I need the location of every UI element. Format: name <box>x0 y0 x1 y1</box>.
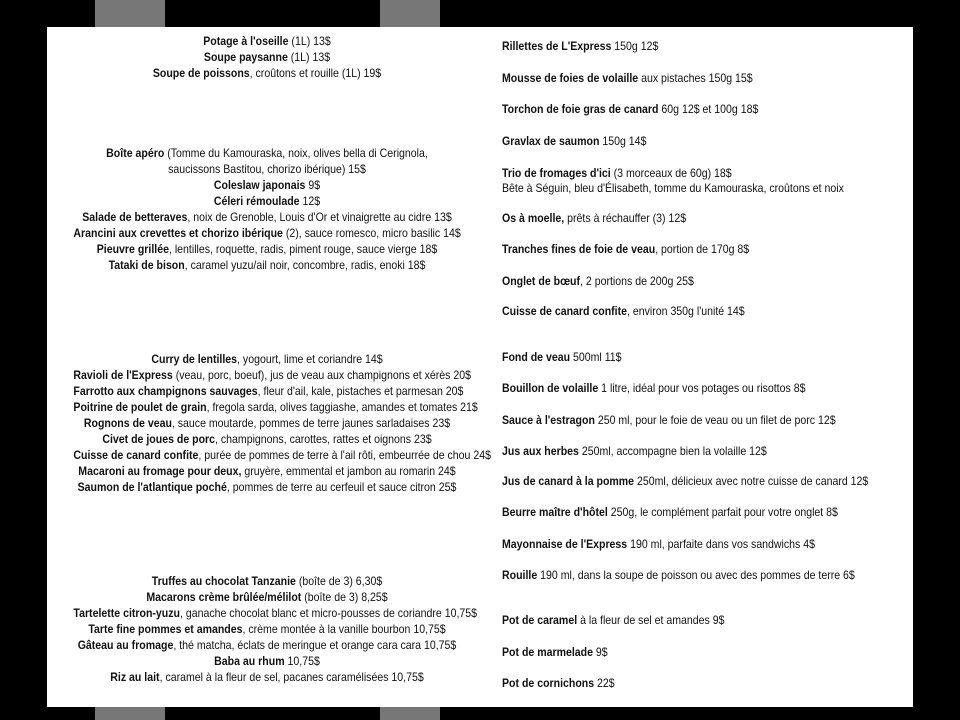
menu-item: Saumon de l'atlantique poché, pommes de terre au cerfeuil et sauce citron 25$ <box>77 480 457 494</box>
menu-item: Curry de lentilles, yogourt, lime et coriandre 14$ <box>151 352 383 366</box>
menu-item: Boîte apéro (Tomme du Kamouraska, noix, olives bella di Cerignola, <box>106 146 428 160</box>
menu-item: Cuisse de canard confite, purée de pommes de terre à l'ail rôti, embeurrée de chou 24$ <box>73 448 491 462</box>
menu-item: Baba au rhum 10,75$ <box>214 654 320 668</box>
menu-item: Riz au lait, caramel à la fleur de sel, pacanes caramélisées 10,75$ <box>110 670 424 684</box>
menu-item: Rognons de veau, sauce moutarde, pommes de terre jaunes sarladaises 23$ <box>83 416 451 430</box>
menu-item: Gâteau au fromage, thé matcha, éclats de meringue et orange cara cara 10,75$ <box>77 638 457 652</box>
menu-item: Pot de caramel à la fleur de sel et amandes 9$ <box>502 613 725 627</box>
menu-item: Poitrine de poulet de grain, fregola sarda, olives taggiashe, amandes et tomates 21$ <box>73 400 478 414</box>
menu-item: Fond de veau 500ml 11$ <box>502 350 622 364</box>
menu-item: Torchon de foie gras de canard 60g 12$ et 100g 18$ <box>502 102 759 116</box>
background-stripe <box>95 0 165 27</box>
menu-item: Mousse de foies de volaille aux pistaches 150g 15$ <box>502 71 753 85</box>
background-stripe <box>95 707 165 720</box>
menu-item-continuation: Bête à Séguin, bleu d'Élisabeth, tomme du Kamouraska, croûtons et noix <box>502 181 844 195</box>
menu-item: Sauce à l'estragon 250 ml, pour le foie de veau ou un filet de porc 12$ <box>502 413 836 427</box>
menu-item: Bouillon de volaille 1 litre, idéal pour vos potages ou risottos 8$ <box>502 381 806 395</box>
menu-item: Soupe de poissons, croûtons et rouille (1L) 19$ <box>152 66 382 80</box>
menu-item: Macarons crème brûlée/mélilot (boîte de 3) 8,25$ <box>146 590 388 604</box>
background-stripe <box>380 707 440 720</box>
menu-item: Mayonnaise de l'Express 190 ml, parfaite dans vos sandwichs 4$ <box>502 537 816 551</box>
background-stripe <box>380 0 440 27</box>
menu-item: Cuisse de canard confite, environ 350g l'unité 14$ <box>502 304 745 318</box>
menu-item: Trio de fromages d'ici (3 morceaux de 60g) 18$ <box>502 166 732 180</box>
menu-item: Gravlax de saumon 150g 14$ <box>502 134 647 148</box>
menu-item: Potage à l'oseille (1L) 13$ <box>203 34 331 48</box>
menu-item: Farrotto aux champignons sauvages, fleur d'ail, kale, pistaches et parmesan 20$ <box>73 384 464 398</box>
menu-item: Jus aux herbes 250ml, accompagne bien la volaille 12$ <box>502 444 767 458</box>
menu-item: Os à moelle, prêts à réchauffer (3) 12$ <box>502 211 687 225</box>
menu-item: Céleri rémoulade 12$ <box>213 194 321 208</box>
menu-item: Civet de joues de porc, champignons, carottes, rattes et oignons 23$ <box>102 432 432 446</box>
menu-item: Truffes au chocolat Tanzanie (boîte de 3) 6,30$ <box>151 574 383 588</box>
menu-item: Pieuvre grillée, lentilles, roquette, radis, piment rouge, sauce vierge 18$ <box>96 242 438 256</box>
menu-item: Macaroni au fromage pour deux, gruyère, emmental et jambon au romarin 24$ <box>78 464 456 478</box>
menu-item: Tartelette citron-yuzu, ganache chocolat blanc et micro-pousses de coriandre 10,75$ <box>73 606 478 620</box>
menu-item: Arancini aux crevettes et chorizo ibérique (2), sauce romesco, micro basilic 14$ <box>73 226 461 240</box>
menu-item: Pot de cornichons 22$ <box>502 676 615 690</box>
menu-item: Ravioli de l'Express (veau, porc, boeuf), jus de veau aux champignons et xérès 20$ <box>73 368 471 382</box>
menu-item: Rillettes de L'Express 150g 12$ <box>502 39 659 53</box>
menu-item: Salade de betteraves, noix de Grenoble, Louis d'Or et vinaigrette au cidre 13$ <box>82 210 452 224</box>
menu-item: Tataki de bison, caramel yuzu/ail noir, concombre, radis, enoki 18$ <box>108 258 426 272</box>
menu-item: Beurre maître d'hôtel 250g, le complément parfait pour votre onglet 8$ <box>502 505 838 519</box>
menu-item: Onglet de bœuf, 2 portions de 200g 25$ <box>502 274 694 288</box>
menu-sheet <box>47 27 913 707</box>
menu-item: Rouille 190 ml, dans la soupe de poisson ou avec des pommes de terre 6$ <box>502 568 855 582</box>
menu-item: Jus de canard à la pomme 250ml, délicieux avec notre cuisse de canard 12$ <box>502 474 869 488</box>
menu-item-continuation: saucissons Bastitou, chorizo ibérique) 15$ <box>168 162 366 176</box>
menu-item: Tarte fine pommes et amandes, crème montée à la vanille bourbon 10,75$ <box>88 622 446 636</box>
menu-item: Coleslaw japonais 9$ <box>213 178 321 192</box>
menu-item: Pot de marmelade 9$ <box>502 645 608 659</box>
menu-item: Tranches fines de foie de veau, portion de 170g 8$ <box>502 242 750 256</box>
menu-item: Soupe paysanne (1L) 13$ <box>203 50 331 64</box>
